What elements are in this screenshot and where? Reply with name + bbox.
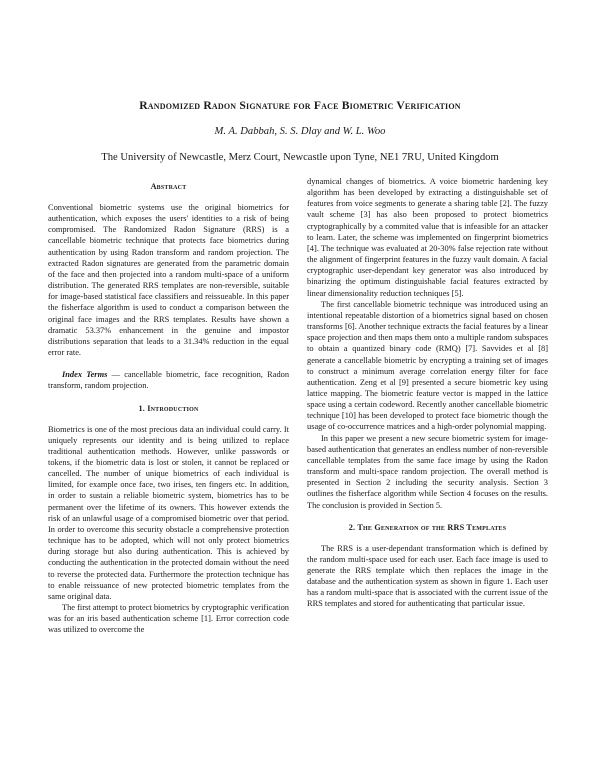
intro-paragraph-1: Biometrics is one of the most precious data an individual could carry. It uniquely represents our identity and is being utilized to replace traditional authentication methods. However, unlike passwords or tokens, if the biometric data is lost or stolen, it cannot be replaced or cancelled. The number of unique biometrics of each individual is limited, for example once face, two irises, ten fingers etc. In addition, in order to sustain a reliable biometric system, biometrics has to be permanent over the lifetime of its owners. This however extends the risk of an unlawful usage of a compromised biometric over that period. In order to overcome this security obstacle a comprehensive protection technique has to be adopted, which will not only protect biometrics during storage but also during authentication. This is achieved by conducting the authentication in the protected domain without the need to reverse the protected data. Furthermore the protection technique has to enable reissuance of new protected biometric templates from the same original data. [48,424,289,601]
index-terms [48,369,289,391]
right-paragraph-2: The first cancellable biometric technique was introduced using an intentional repeatable distortion of a biometrics signal based on chosen transforms [6]. Another technique extracts the facial features by a linear space projection and then maps them onto a multiple random subspaces to obtain a quantized binary code (RMQ) [7]. Savvides et al [8] generate a cancellable biometric by encrypting a training set of images to construct a minimum average correlation energy filter for face authentication. Zeng et al [9] presented a secure biometric key using lattice mapping. The biometric feature vector is mapped in the lattice space using a certain codeword. Recently another cancellable biometric technique [10] has been developed to protect face biometric though the usage of co-occurrence matrices and a high-order polynomial mapping. [307,299,548,432]
right-paragraph-3: In this paper we present a new secure biometric system for image-based authentication that generates an endless number of non-reversible cancellable templates from the same face image by using the Radon transform and multi-space random projection. The overall method is presented in Section 2 including the security analysis. Section 3 outlines the fisherface algorithm while Section 4 focuses on the results. The conclusion is provided in Section 5. [307,433,548,510]
paper-authors: M. A. Dabbah, S. S. Dlay and W. L. Woo [214,126,386,137]
section-2-paragraph-1: The RRS is a user-dependant transformation which is defined by the random multi-space used for each user. Each face image is used to generate the RRS template which then replaces the image in the database and the authentication system as shown in figure 1. Each user has a random multi-space that is associated with the current issue of the RRS templates and stored for authenticating that particular issue. [307,543,548,609]
section-2-heading: 2. The Generation of the RRS Templates [348,522,507,532]
intro-paragraph-2: The first attempt to protect biometrics by cryptographic verification was for an iris based authentication scheme [1]. Error correction code was utilized to overcome the [48,603,289,635]
paper-title: Randomized Radon Signature for Face Biometric Verification [139,99,461,112]
right-paragraph-1: dynamical changes of biometrics. A voice biometric hardening key algorithm has been developed by extracting a distinguishable set of features from voice segments to generate a sharing table [2]. The fuzzy vault scheme [3] has also been proposed to protect biometrics cryptographically by a commited value that is infeasible for an attacker to learn. Later, the scheme was implemented on fingerprint biometrics [4]. The technique was evaluated at 20-30% false rejection rate without the alignment of fingerprint features in the fuzzy vault domain. A facial cryptographic user-dependant key generator was also introduced by binarizing the optimum distinguishable facial features extracted by linear dimensionality reduction techniques [5]. [307,177,548,298]
index-terms-text: cancellable biometric, face recognition, Radon transform, random projection. [48,370,290,391]
intro-heading: 1. Introduction [138,403,199,413]
abstract-text: Conventional biometric systems use the original biometrics for authentication, which exposes the users' identities to a risk of being compromised. The Randomized Radon Signature (RRS) is a cancellable biometric technique that protects face biometrics during authentication by using Radon transform and random projection. The extracted Radon signatures are generated from the parametric domain of the face and then projected into a random multi-space of a uniform distribution. The generated RRS templates are non-reversible, suitable for image-based statistical face classifiers and reissueable. In this paper the fisherface algorithm is used to conduct a comparison between the original face images and the RRS templates. Results have shown a dramatic 53.37% enhancement in the genuine and impostor distributions separation that leads to a 31.34% reduction in the equal error rate. [48,203,289,358]
paper-affiliation: The University of Newcastle, Merz Court, Newcastle upon Tyne, NE1 7RU, United Kingdom [101,152,499,163]
left-column [48,176,289,635]
right-column [307,176,548,610]
index-terms-separator: — [107,370,125,380]
index-terms-label: Index Terms [62,370,108,380]
abstract-heading: Abstract [150,182,187,191]
